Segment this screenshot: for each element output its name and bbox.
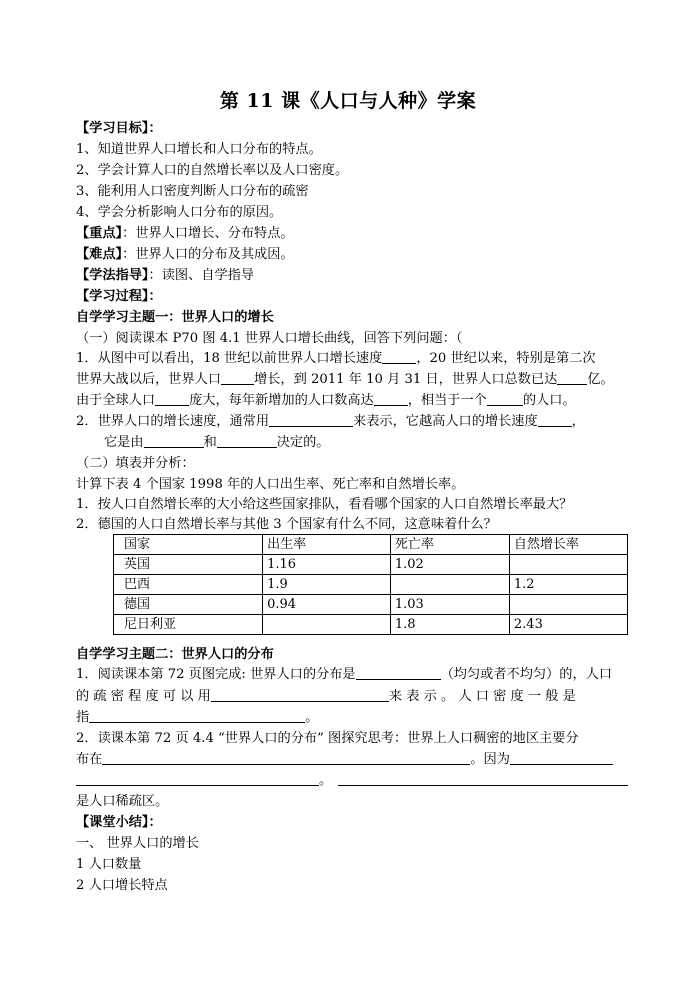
goal-item-4: 4、学会分析影响人口分布的原因。: [76, 205, 283, 220]
table-cell[interactable]: 1.03: [390, 595, 509, 615]
table-cell[interactable]: 0.94: [263, 595, 391, 615]
topic1-q3: 1．按人口自然增长率的大小给这些国家排队，看看哪个国家的人口自然增长率最大？: [76, 497, 573, 512]
table-cell[interactable]: 1.8: [390, 615, 509, 635]
method-label: 【学法指导】: [76, 268, 149, 283]
answer-blank[interactable]: [89, 709, 305, 723]
answer-blank[interactable]: [487, 392, 523, 406]
key-point-text: ：世界人口增长、分布特点。: [122, 226, 294, 241]
key-point: [76, 225, 294, 243]
table-cell: 德国: [114, 595, 263, 615]
topic2-q2-line4: 是人口稀疏区。: [76, 794, 169, 809]
summary-heading: 【课堂小结】：: [76, 815, 162, 830]
table-cell[interactable]: [509, 555, 627, 575]
text-segment: 。: [319, 773, 333, 788]
difficult-point-text: ：世界人口的分布及其成因。: [122, 247, 294, 262]
table-cell: 尼日利亚: [114, 615, 263, 635]
topic1-part2: （二）填表并分析：: [76, 456, 195, 471]
text-segment: ，20 世纪以来，特别是第二次: [416, 351, 596, 366]
text-segment: （均匀或者不均匀）的，人口: [440, 667, 613, 682]
topic2-q2-line3: [76, 772, 628, 790]
text-segment: 。: [305, 710, 319, 725]
process-heading: 【学习过程】：: [76, 289, 162, 304]
table-cell[interactable]: [390, 575, 509, 595]
table-row: [114, 595, 628, 615]
text-segment: 它是由: [104, 435, 144, 450]
answer-blank[interactable]: [538, 413, 572, 427]
table-cell[interactable]: 1.2: [509, 575, 627, 595]
table-cell: 巴西: [114, 575, 263, 595]
answer-blank[interactable]: [155, 392, 189, 406]
table-row: [114, 575, 628, 595]
topic1-part1: （一）阅读课本 P70 图 4.1 世界人口增长曲线，回答下列问题：（: [76, 331, 463, 346]
answer-blank[interactable]: [338, 772, 628, 786]
answer-blank[interactable]: [557, 371, 587, 385]
topic2-q1-line3: [76, 709, 318, 727]
text-segment: 布在: [76, 752, 103, 767]
text-segment: 来表示，它越高人口的增长速度: [353, 414, 538, 429]
text-segment: 的 疏 密 程 度 可 以 用: [76, 689, 211, 704]
text-segment: 庞大，每年新增加的人口数高达: [189, 393, 374, 408]
topic1-q4: 2．德国的人口自然增长率与其他 3 个国家有什么不同，这意味着什么？: [76, 517, 497, 532]
goal-item-1: 1、知道世界人口增长和人口分布的特点。: [76, 142, 322, 157]
text-segment: 。因为: [470, 752, 510, 767]
text-segment: 的人口。: [522, 393, 576, 408]
difficult-point-label: 【难点】: [76, 247, 123, 262]
answer-blank[interactable]: [221, 371, 254, 385]
answer-blank[interactable]: [510, 751, 613, 765]
text-segment: 世界大战以后，世界人口: [76, 372, 222, 387]
topic1-heading: 自学学习主题一：世界人口的增长: [76, 310, 274, 325]
answer-blank[interactable]: [382, 350, 416, 364]
table-header-cell: 死亡率: [390, 535, 509, 555]
goal-item-3: 3、能利用人口密度判断人口分布的疏密: [76, 184, 309, 199]
text-segment: ，: [571, 414, 585, 429]
table-cell[interactable]: 1.9: [263, 575, 391, 595]
goals-heading: 【学习目标】：: [76, 121, 162, 136]
table-header-cell: 自然增长率: [509, 535, 627, 555]
answer-blank[interactable]: [217, 434, 277, 448]
key-point-label: 【重点】: [76, 226, 123, 241]
method-text: ：读图、自学指导: [148, 268, 255, 283]
text-segment: 决定的。: [276, 435, 330, 450]
topic1-q2-line2: [104, 434, 330, 452]
text-segment: 亿。: [587, 372, 614, 387]
topic2-q1-line2: [76, 688, 576, 706]
topic1-q1-line2: [76, 371, 614, 389]
topic1-q1-line3: [76, 392, 576, 410]
text-segment: 和: [203, 435, 217, 450]
text-segment: 指: [76, 710, 90, 725]
table-cell: 英国: [114, 555, 263, 575]
summary-item-2: 1 人口数量: [76, 857, 142, 872]
table-header-cell: 出生率: [263, 535, 391, 555]
goal-item-2: 2、学会计算人口的自然增长率以及人口密度。: [76, 163, 349, 178]
table-intro: 计算下表 4 个国家 1998 年的人口出生率、死亡率和自然增长率。: [76, 477, 465, 492]
topic1-q2-line1: [76, 413, 585, 431]
answer-blank[interactable]: [211, 688, 389, 702]
table-cell[interactable]: 2.43: [509, 615, 627, 635]
table-header-cell: 国家: [114, 535, 263, 555]
topic1-q1-line1: [76, 350, 596, 368]
text-segment: 2．世界人口的增长速度，通常用: [76, 414, 270, 429]
text-segment: 由于全球人口: [76, 393, 156, 408]
answer-blank[interactable]: [102, 751, 470, 765]
table-cell[interactable]: [509, 595, 627, 615]
document-title: 第 11 课《人口与人种》学案: [219, 90, 477, 112]
topic2-q2-line1: 2．读课本第 72 页 4.4 “世界人口的分布” 图探究思考：世界上人口稠密的地区主要分: [76, 731, 579, 746]
difficult-point: [76, 246, 294, 264]
table-cell[interactable]: 1.02: [390, 555, 509, 575]
text-segment: 来 表 示 。 人 口 密 度 一 般 是: [388, 689, 576, 704]
summary-item-1: 一、 世界人口的增长: [76, 836, 199, 851]
topic2-q2-line2: [76, 751, 613, 769]
table-cell[interactable]: 1.16: [263, 555, 391, 575]
table-cell[interactable]: [263, 615, 391, 635]
text-segment: ，相当于一个: [407, 393, 487, 408]
method: [76, 267, 254, 285]
text-segment: 增长，到 2011 年 10 月 31 日，世界人口总数已达: [254, 372, 558, 387]
table-row: [114, 555, 628, 575]
summary-item-3: 2 人口增长特点: [76, 878, 168, 893]
answer-blank[interactable]: [269, 413, 353, 427]
text-segment: 1．阅读课本第 72 页图完成: 世界人口的分布是: [76, 667, 356, 682]
text-segment: 1．从图中可以看出，18 世纪以前世界人口增长速度: [76, 351, 383, 366]
table-row: [114, 615, 628, 635]
table-header-row: [114, 535, 628, 555]
topic2-q1-line1: [76, 666, 612, 684]
population-table: [113, 534, 628, 635]
answer-blank[interactable]: [76, 772, 319, 786]
answer-blank[interactable]: [356, 666, 441, 680]
answer-blank[interactable]: [144, 434, 204, 448]
topic2-heading: 自学学习主题二：世界人口的分布: [76, 647, 274, 662]
answer-blank[interactable]: [374, 392, 408, 406]
